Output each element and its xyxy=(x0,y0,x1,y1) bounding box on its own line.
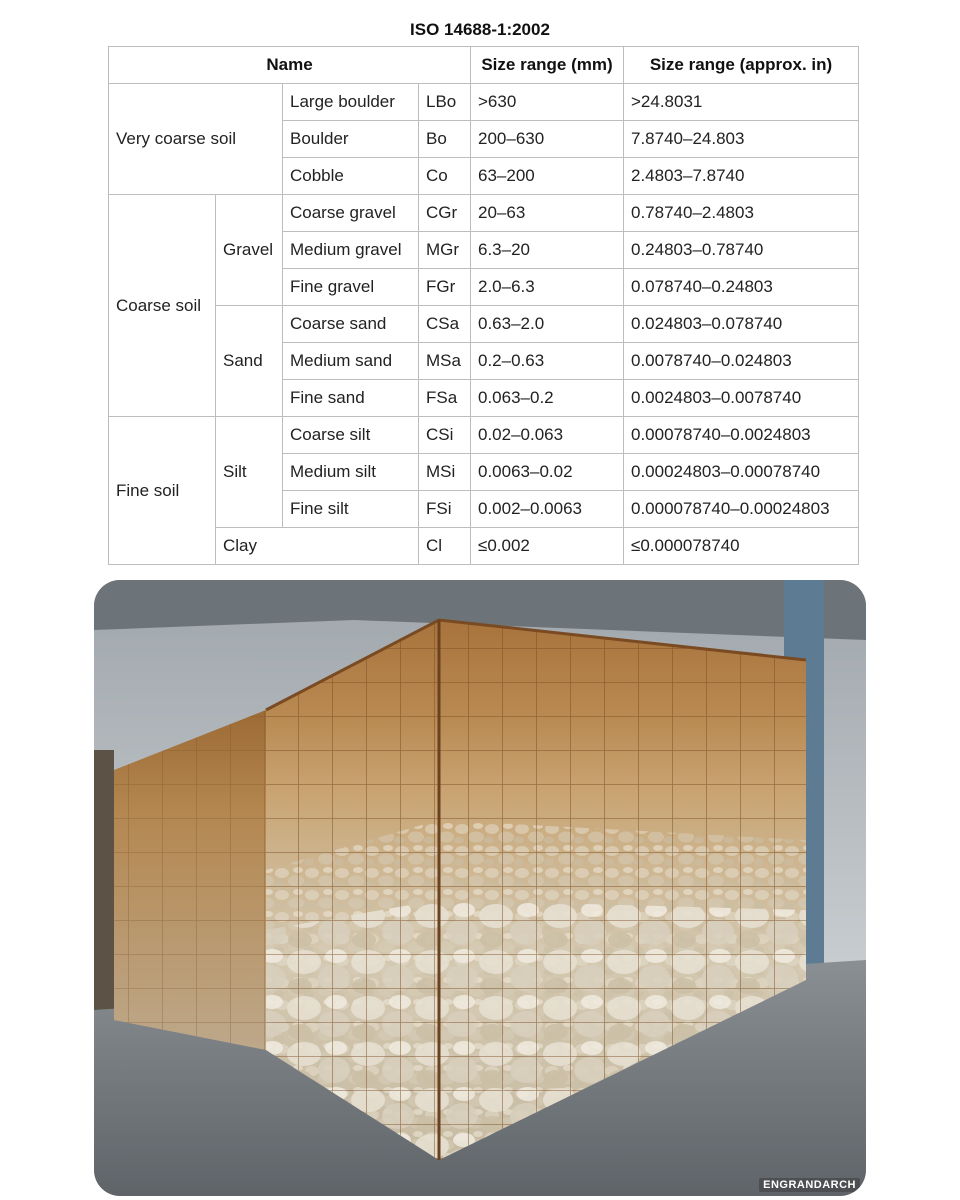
gabion-illustration xyxy=(94,580,866,1196)
cell-mm: 6.3–20 xyxy=(471,232,624,269)
cell-inch: ≤0.000078740 xyxy=(624,528,859,565)
cell-mm: 0.0063–0.02 xyxy=(471,454,624,491)
soil-classification-table xyxy=(108,46,859,565)
cell-symbol: Bo xyxy=(419,121,471,158)
table-row xyxy=(109,417,859,454)
cell-inch: 0.00024803–0.00078740 xyxy=(624,454,859,491)
cell-mm: 0.02–0.063 xyxy=(471,417,624,454)
group-fine-soil: Fine soil xyxy=(109,417,216,565)
cell-inch: 0.24803–0.78740 xyxy=(624,232,859,269)
cell-inch: 0.024803–0.078740 xyxy=(624,306,859,343)
cell-name: Fine gravel xyxy=(283,269,419,306)
group-silt: Silt xyxy=(216,417,283,528)
cell-symbol: FGr xyxy=(419,269,471,306)
cell-mm: 0.063–0.2 xyxy=(471,380,624,417)
cell-inch: 0.078740–0.24803 xyxy=(624,269,859,306)
cell-symbol: CGr xyxy=(419,195,471,232)
cell-symbol: MSa xyxy=(419,343,471,380)
cell-mm: 0.2–0.63 xyxy=(471,343,624,380)
table-title: ISO 14688-1:2002 xyxy=(410,20,550,39)
table-row xyxy=(109,528,859,565)
watermark: ENGRANDARCH xyxy=(759,1178,860,1192)
cell-mm: 200–630 xyxy=(471,121,624,158)
group-coarse-soil: Coarse soil xyxy=(109,195,216,417)
cell-name: Fine sand xyxy=(283,380,419,417)
cell-inch: 0.0078740–0.024803 xyxy=(624,343,859,380)
cell-inch: 0.0024803–0.0078740 xyxy=(624,380,859,417)
header-size-mm: Size range (mm) xyxy=(471,47,624,84)
table-row xyxy=(109,84,859,121)
cell-inch: 2.4803–7.8740 xyxy=(624,158,859,195)
table-row xyxy=(109,195,859,232)
cell-symbol: FSi xyxy=(419,491,471,528)
gabion-side-mesh xyxy=(114,710,266,1050)
table-header-row xyxy=(109,47,859,84)
cell-inch: 0.000078740–0.00024803 xyxy=(624,491,859,528)
cell-name: Large boulder xyxy=(283,84,419,121)
cell-inch: 0.00078740–0.0024803 xyxy=(624,417,859,454)
cell-symbol: Cl xyxy=(419,528,471,565)
cell-symbol: MGr xyxy=(419,232,471,269)
group-very-coarse-soil: Very coarse soil xyxy=(109,84,283,195)
cell-symbol: CSi xyxy=(419,417,471,454)
cell-name: Clay xyxy=(216,528,419,565)
cell-mm: 0.002–0.0063 xyxy=(471,491,624,528)
cell-name: Coarse sand xyxy=(283,306,419,343)
cell-mm: 0.63–2.0 xyxy=(471,306,624,343)
cell-name: Boulder xyxy=(283,121,419,158)
cell-name: Cobble xyxy=(283,158,419,195)
cell-symbol: Co xyxy=(419,158,471,195)
left-rack xyxy=(94,750,114,1010)
cell-inch: 0.78740–2.4803 xyxy=(624,195,859,232)
cell-name: Medium gravel xyxy=(283,232,419,269)
cell-mm: 2.0–6.3 xyxy=(471,269,624,306)
cell-symbol: FSa xyxy=(419,380,471,417)
cell-inch: >24.8031 xyxy=(624,84,859,121)
cell-inch: 7.8740–24.803 xyxy=(624,121,859,158)
cell-mm: 63–200 xyxy=(471,158,624,195)
cell-symbol: LBo xyxy=(419,84,471,121)
header-size-in: Size range (approx. in) xyxy=(624,47,859,84)
cell-name: Medium silt xyxy=(283,454,419,491)
cell-mm: 20–63 xyxy=(471,195,624,232)
cell-mm: >630 xyxy=(471,84,624,121)
cell-symbol: CSa xyxy=(419,306,471,343)
cell-name: Fine silt xyxy=(283,491,419,528)
cell-name: Medium sand xyxy=(283,343,419,380)
table-row xyxy=(109,306,859,343)
cell-name: Coarse silt xyxy=(283,417,419,454)
header-name: Name xyxy=(109,47,471,84)
group-gravel: Gravel xyxy=(216,195,283,306)
soil-gabion-photo xyxy=(94,580,866,1196)
cell-name: Coarse gravel xyxy=(283,195,419,232)
cell-mm: ≤0.002 xyxy=(471,528,624,565)
group-sand: Sand xyxy=(216,306,283,417)
cell-symbol: MSi xyxy=(419,454,471,491)
